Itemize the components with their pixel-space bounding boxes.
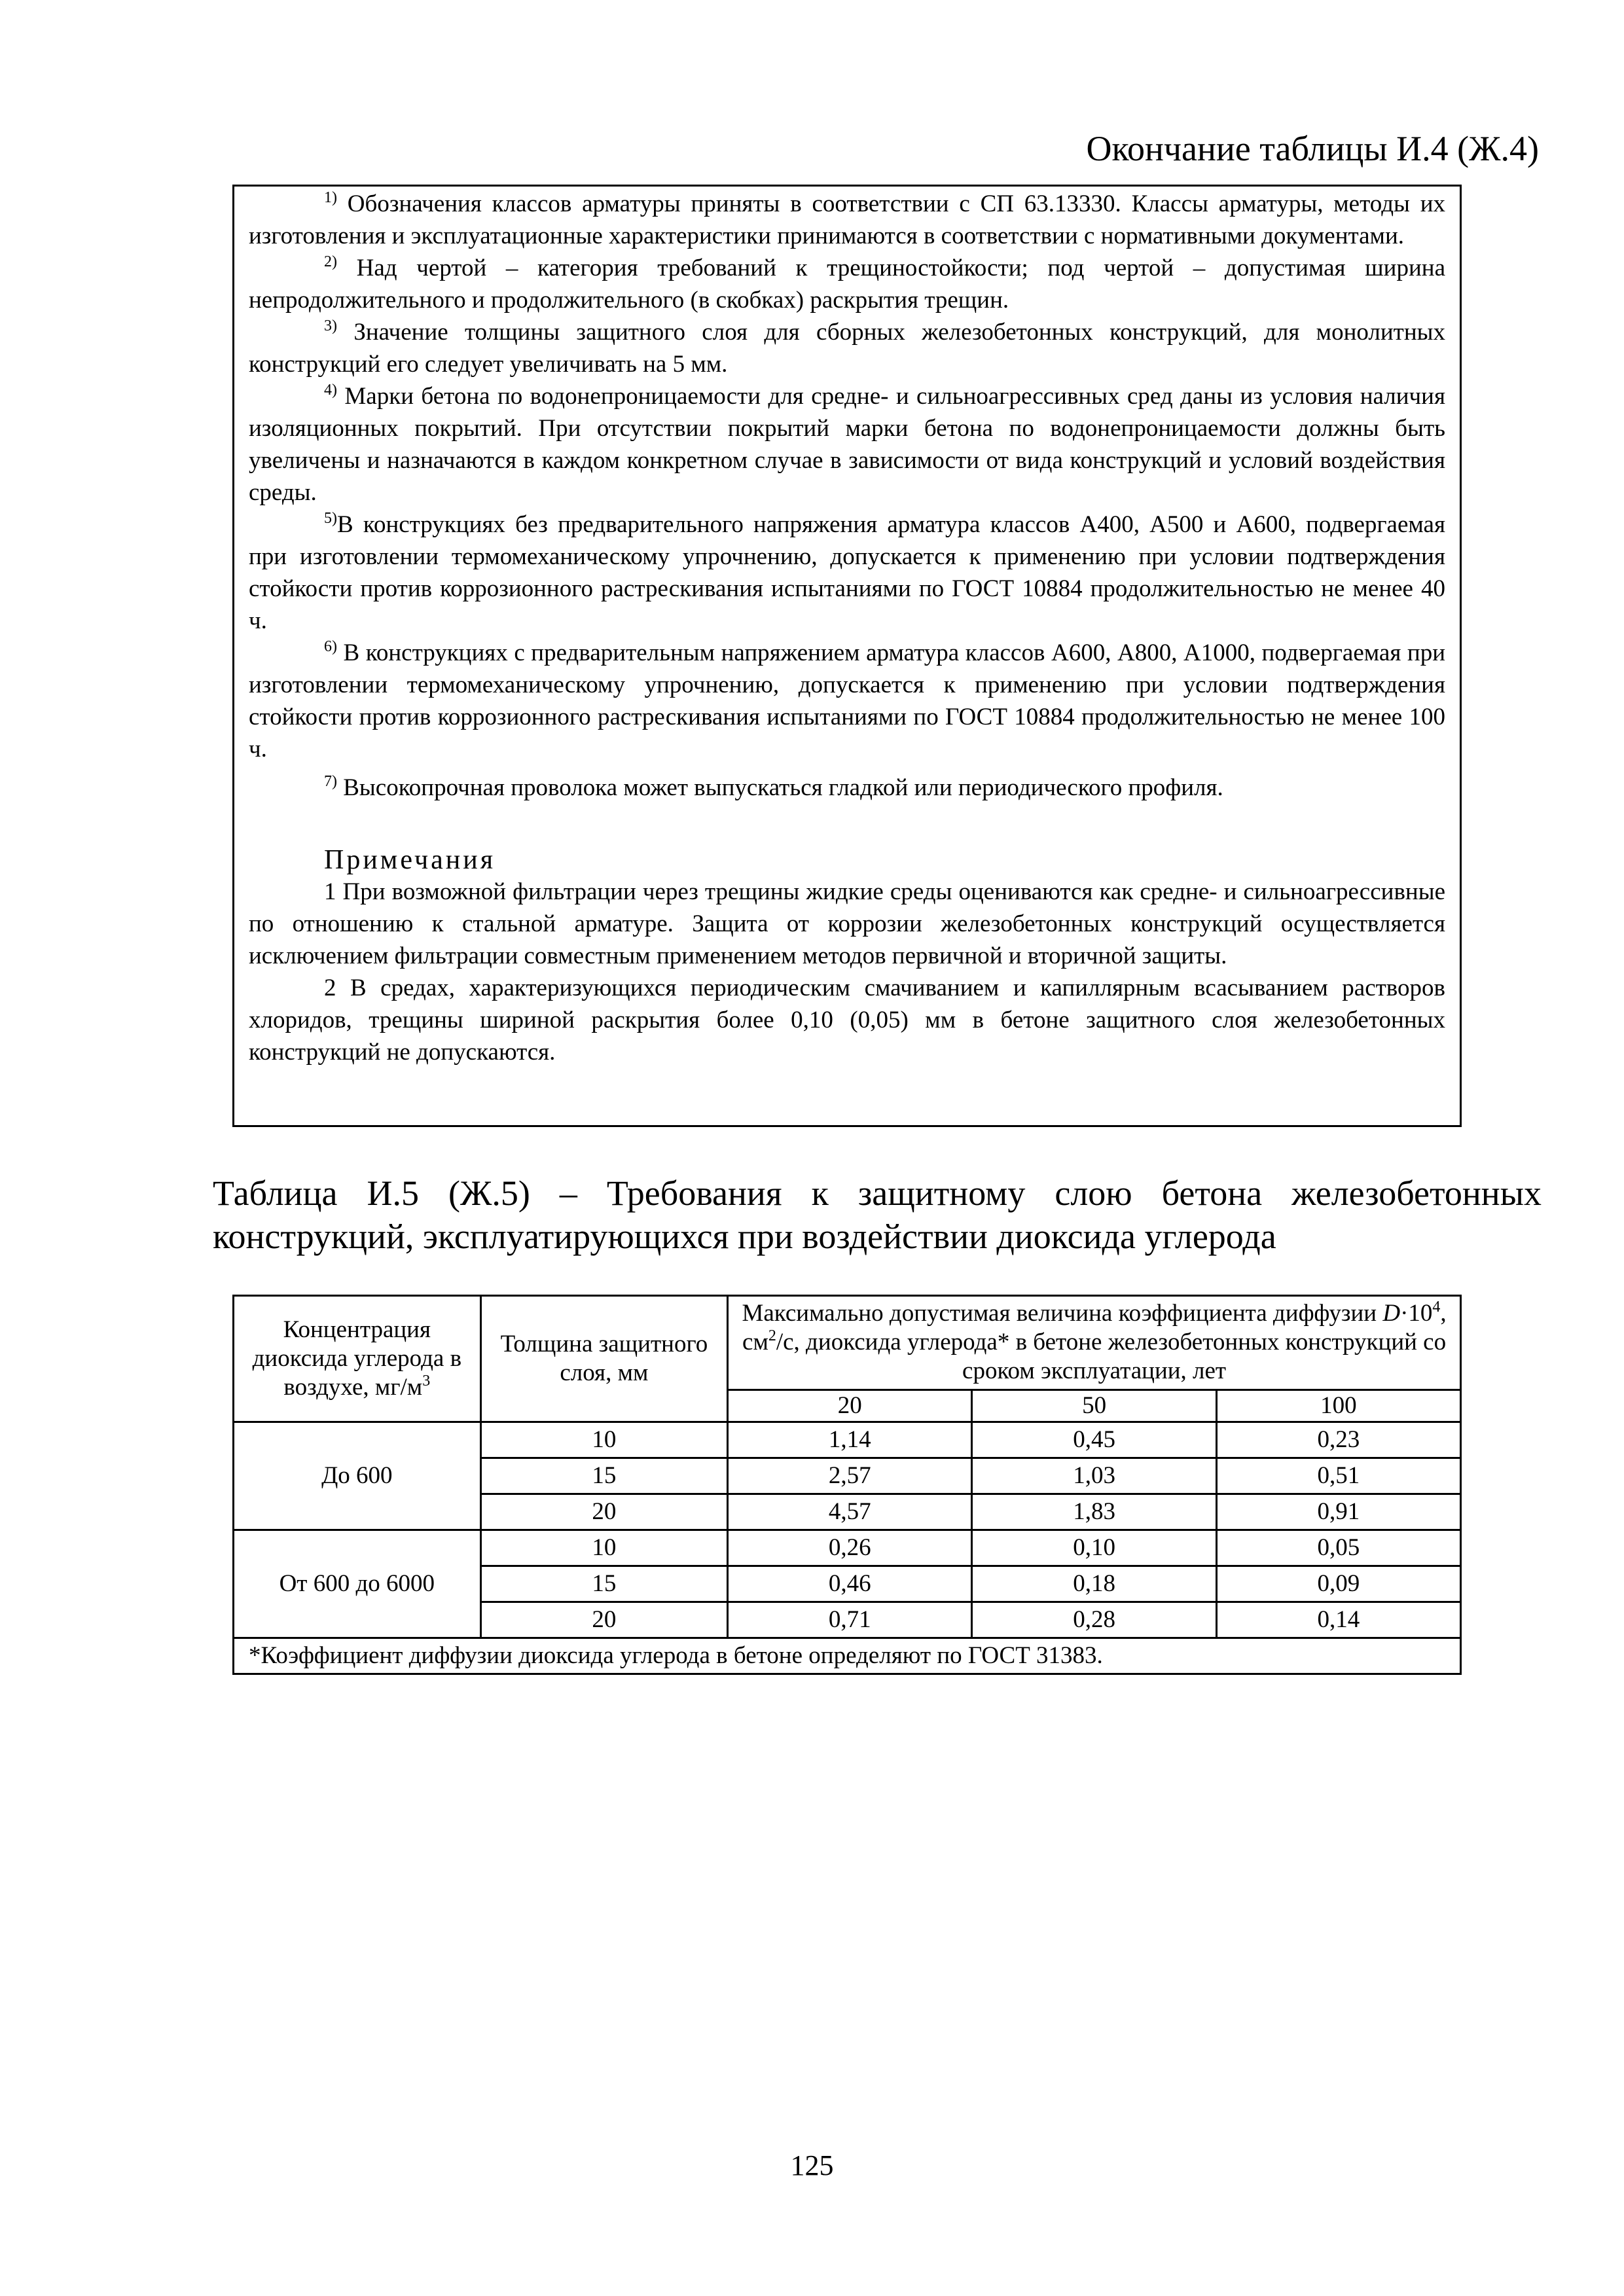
footnote-text: В конструкциях с предварительным напряжением арматура классов А600, А800, А1000, подвергаемая при изготовлении термомеханическому упрочнению, допускается к применению при условии подтверждения стойкости против коррозионного растрескивания испытаниями по ГОСТ 10884 продолжительностью не менее 100 ч. — [249, 639, 1445, 762]
thickness-cell: 10 — [480, 1422, 728, 1458]
page-number: 125 — [790, 2149, 834, 2181]
value-cell: 0,51 — [1216, 1458, 1460, 1494]
table-footnote: *Коэффициент диффузии диоксида углерода в бетоне определяют по ГОСТ 31383. — [234, 1638, 1461, 1674]
thickness-cell: 10 — [480, 1530, 728, 1566]
footnote-mark: 1) — [324, 189, 337, 206]
value-cell: 0,71 — [728, 1602, 972, 1638]
header-year-100: 100 — [1216, 1390, 1460, 1422]
header-diffusion-coefficient: Максимально допустимая величина коэффициента диффузии $D\cdot 10^4$, $см^2/с$, диоксида углерода* в бетоне железобетонных конструкций со сроком эксплуатации, лет — [728, 1296, 1461, 1390]
thickness-cell: 20 — [480, 1602, 728, 1638]
footnote-mark: 2) — [324, 253, 337, 270]
header-thickness: Толщина защитного слоя, мм — [480, 1296, 728, 1422]
table-row — [234, 1422, 1461, 1458]
thickness-cell: 15 — [480, 1566, 728, 1602]
table-row — [234, 1530, 1461, 1566]
footnote-text: Значение толщины защитного слоя для сборных железобетонных конструкций, для монолитных конструкций его следует увеличивать на 5 мм. — [249, 319, 1445, 378]
footnote-4 — [249, 380, 1445, 509]
footnote-mark: 5) — [324, 510, 337, 527]
value-cell: 0,45 — [972, 1422, 1216, 1458]
footnote-mark: 4) — [324, 382, 337, 399]
footnote-1 — [249, 188, 1445, 252]
footnote-6 — [249, 637, 1445, 765]
footnote-text: Обозначения классов арматуры приняты в соответствии с СП 63.13330. Классы арматуры, методы их изготовления и эксплуатационные характеристики принимаются в соответствии с нормативными документами. — [249, 190, 1445, 249]
value-cell: 0,46 — [728, 1566, 972, 1602]
value-cell: 1,83 — [972, 1494, 1216, 1530]
value-cell: 0,14 — [1216, 1602, 1460, 1638]
value-cell: 0,26 — [728, 1530, 972, 1566]
table-i4-notes-box — [232, 185, 1462, 1127]
value-cell: 1,03 — [972, 1458, 1216, 1494]
value-cell: 2,57 — [728, 1458, 972, 1494]
footnote-mark: 3) — [324, 317, 337, 334]
value-cell: 0,91 — [1216, 1494, 1460, 1530]
footnote-2 — [249, 252, 1445, 316]
concentration-cell: До 600 — [234, 1422, 481, 1530]
footnote-7 — [249, 772, 1445, 804]
remark-2: 2 В средах, характеризующихся периодическим смачиванием и капиллярным всасыванием растворов хлоридов, трещины шириной раскрытия более 0,10 (0,05) мм в бетоне защитного слоя железобетонных конструкций не допускаются. — [249, 975, 1445, 1066]
header-year-20: 20 — [728, 1390, 972, 1422]
remark-1: 1 При возможной фильтрации через трещины жидкие среды оцениваются как средне- и сильноагрессивные по отношению к стальной арматуре. Защита от коррозии железобетонных конструкций осуществляется исключением фильтрации совместным применением методов первичной и вторичной защиты. — [249, 878, 1445, 969]
table-i5-title: Таблица И.5 (Ж.5) – Требования к защитному слою бетона железобетонных конструкций, эксплуатирующихся при воздействии диоксида углерода — [213, 1174, 1542, 1256]
value-cell: 0,09 — [1216, 1566, 1460, 1602]
header-year-50: 50 — [972, 1390, 1216, 1422]
footnote-mark: 7) — [324, 773, 337, 790]
value-cell: 1,14 — [728, 1422, 972, 1458]
thickness-cell: 15 — [480, 1458, 728, 1494]
table-footnote-row — [234, 1638, 1461, 1674]
value-cell: 0,23 — [1216, 1422, 1460, 1458]
footnote-3 — [249, 316, 1445, 380]
footnote-text: Марки бетона по водонепроницаемости для средне- и сильноагрессивных сред даны из условия наличия изоляционных покрытий. При отсутствии покрытий марки бетона по водонепроницаемости должны быть увеличены и назначаются в каждом конкретном случае в зависимости от вида конструкций и условий воздействия среды. — [249, 383, 1445, 506]
concentration-cell: От 600 до 6000 — [234, 1530, 481, 1638]
value-cell: 0,10 — [972, 1530, 1216, 1566]
footnote-text: Над чертой – категория требований к трещиностойкости; под чертой – допустимая ширина непродолжительного и продолжительного (в скобках) раскрытия трещин. — [249, 255, 1445, 314]
thickness-cell: 20 — [480, 1494, 728, 1530]
footnote-text: В конструкциях без предварительного напряжения арматура классов А400, А500 и А600, подвергаемая при изготовлении термомеханическому упрочнению, допускается к применению при условии подтверждения стойкости против коррозионного растрескивания испытаниями по ГОСТ 10884 продолжительностью не менее 40 ч. — [249, 511, 1445, 634]
table-continuation-caption: Окончание таблицы И.4 (Ж.4) — [1086, 129, 1539, 168]
value-cell: 0,28 — [972, 1602, 1216, 1638]
footnote-5 — [249, 509, 1445, 637]
value-cell: 4,57 — [728, 1494, 972, 1530]
table-header-row — [234, 1296, 1461, 1390]
footnote-mark: 6) — [324, 638, 337, 655]
value-cell: 0,18 — [972, 1566, 1216, 1602]
co2-protective-layer-table — [232, 1295, 1462, 1675]
value-cell: 0,05 — [1216, 1530, 1460, 1566]
header-concentration: Концентрация диоксида углерода в воздухе, $мг/м^3$ — [234, 1296, 481, 1422]
remarks-title: Примечания — [324, 845, 496, 875]
footnote-text: Высокопрочная проволока может выпускаться гладкой или периодического профиля. — [337, 774, 1223, 801]
